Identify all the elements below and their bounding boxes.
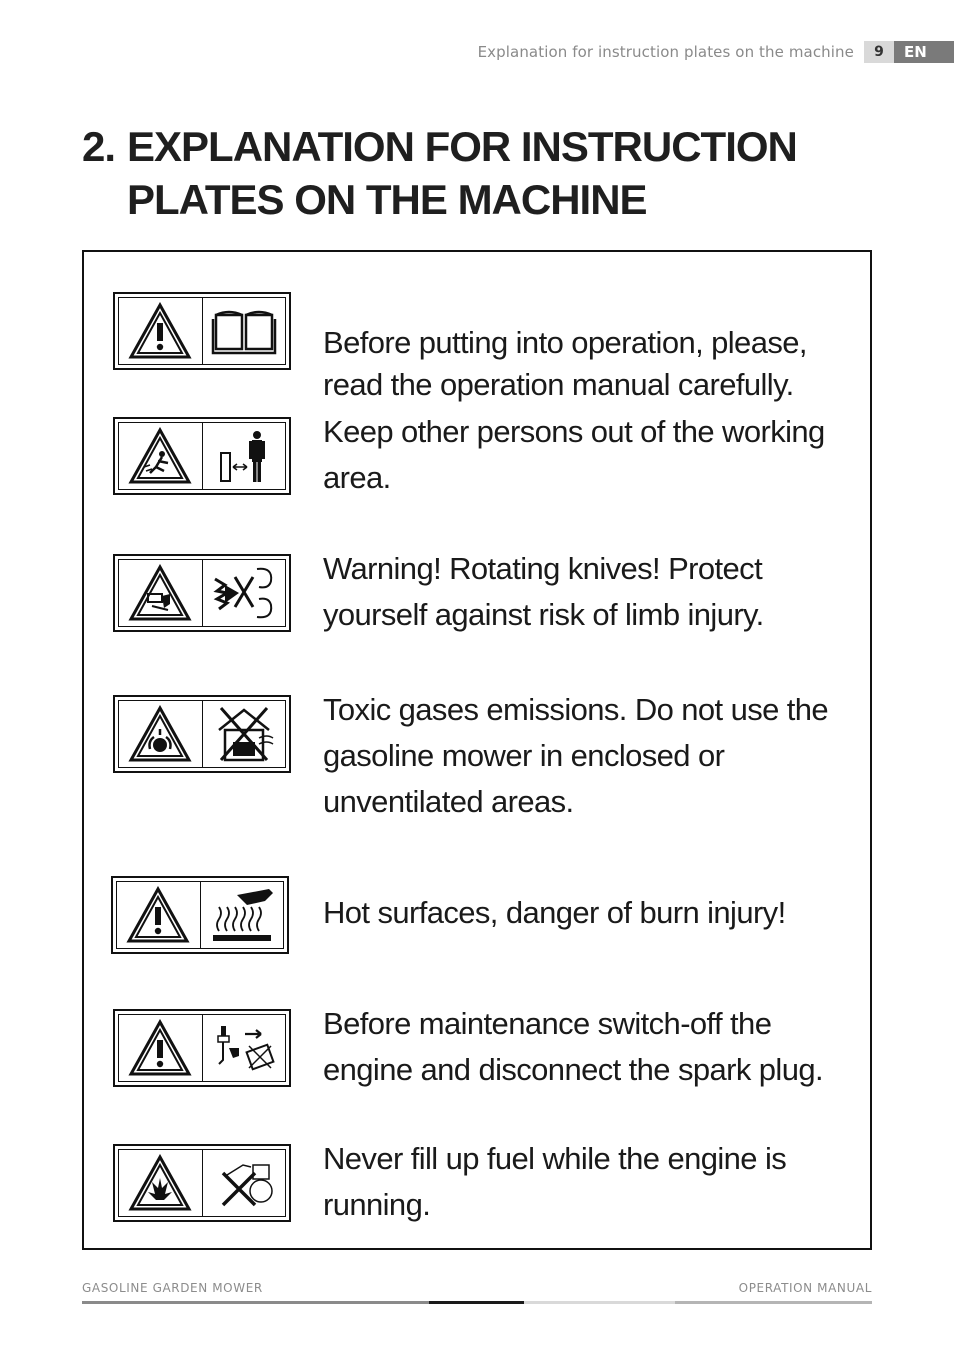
section-title-text: EXPLANATION FOR INSTRUCTION PLATES ON THE MACHINE bbox=[127, 123, 797, 223]
instruction-plate bbox=[113, 417, 291, 495]
page-header bbox=[478, 41, 954, 63]
section-title bbox=[82, 120, 902, 226]
instruction-plate bbox=[113, 1144, 291, 1222]
hot-surface-icon bbox=[200, 882, 284, 948]
no-enclosed-area-icon bbox=[202, 701, 286, 767]
warning-triangle-exclamation-icon bbox=[117, 882, 200, 948]
footer-bar-segment bbox=[524, 1301, 675, 1304]
plate-text: Before maintenance switch-off the engine and disconnect the spark plug. bbox=[323, 1006, 824, 1087]
plate-text: Hot surfaces, danger of burn injury! bbox=[323, 895, 786, 930]
footer-product-name: GASOLINE GARDEN MOWER bbox=[82, 1281, 263, 1295]
instruction-plate bbox=[113, 292, 291, 370]
instruction-plate bbox=[111, 876, 289, 954]
keep-distance-person-icon bbox=[202, 423, 286, 489]
instruction-plate bbox=[113, 1009, 291, 1087]
warning-triangle-exclamation-icon bbox=[119, 298, 202, 364]
plate-text: Keep other persons out of the working area. bbox=[323, 414, 825, 495]
instruction-plate bbox=[113, 554, 291, 632]
warning-triangle-thrown-objects-icon bbox=[119, 423, 202, 489]
read-manual-book-icon bbox=[202, 298, 286, 364]
warning-triangle-rotating-blade-icon bbox=[119, 560, 202, 626]
plate-text: Toxic gases emissions. Do not use the gasoline mower in enclosed or unventilated areas. bbox=[323, 692, 829, 819]
footer-document-type: OPERATION MANUAL bbox=[738, 1281, 872, 1295]
section-number: 2. bbox=[82, 123, 116, 170]
plate-text: Before putting into operation, please, read the operation manual carefully. bbox=[323, 325, 807, 402]
plate-text: Warning! Rotating knives! Protect yourself against risk of limb injury. bbox=[323, 551, 764, 632]
footer-bar-segment bbox=[429, 1301, 524, 1304]
footer-bar-segment bbox=[82, 1301, 429, 1304]
language-badge: EN bbox=[894, 41, 954, 63]
plate-text: Never fill up fuel while the engine is running. bbox=[323, 1141, 787, 1222]
page-number: 9 bbox=[864, 41, 894, 63]
instruction-plate bbox=[113, 695, 291, 773]
warning-triangle-exclamation-icon bbox=[119, 1015, 202, 1081]
hand-foot-injury-icon bbox=[202, 560, 286, 626]
instruction-plates-box bbox=[82, 250, 872, 1250]
warning-triangle-toxic-gas-icon bbox=[119, 701, 202, 767]
no-refuel-running-engine-icon bbox=[202, 1150, 286, 1216]
disconnect-spark-plug-icon bbox=[202, 1015, 286, 1081]
header-title: Explanation for instruction plates on the machine bbox=[477, 43, 854, 61]
warning-triangle-fire-icon bbox=[119, 1150, 202, 1216]
footer-bar-segment bbox=[675, 1301, 872, 1304]
